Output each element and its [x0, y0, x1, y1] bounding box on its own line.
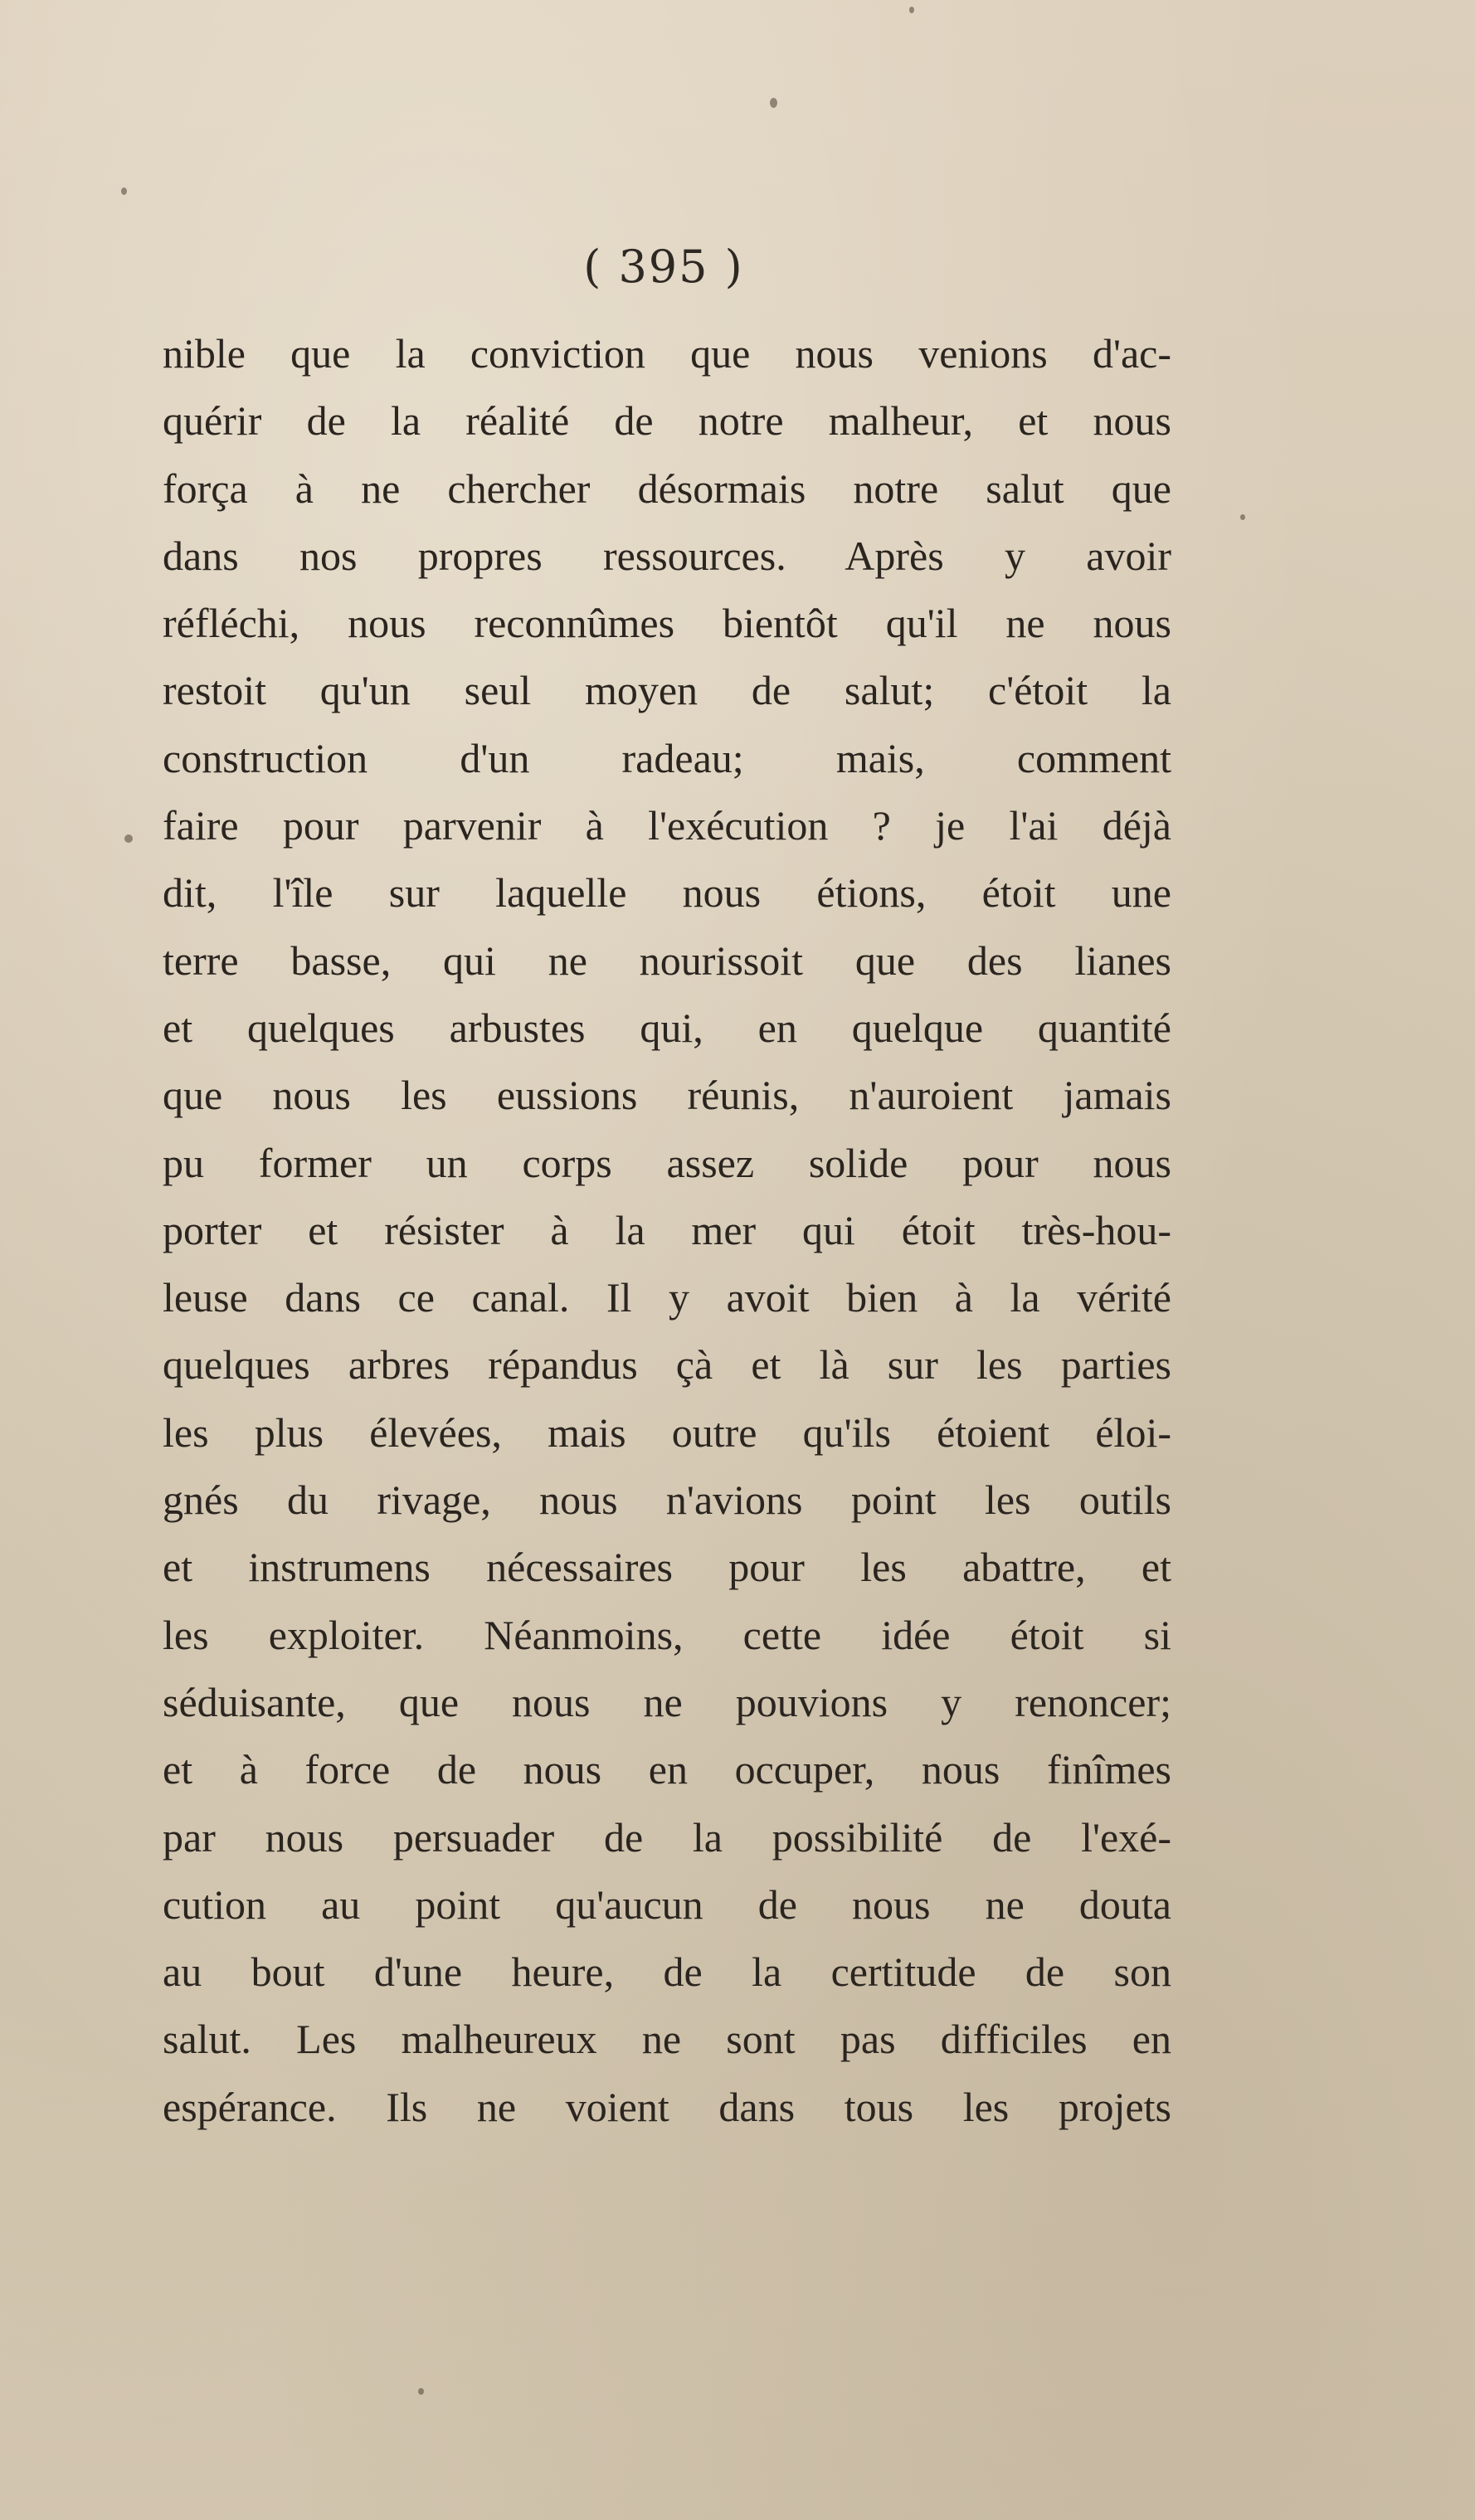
paper-speck: [121, 187, 127, 195]
paper-speck: [770, 98, 777, 108]
text-line: les exploiter. Néanmoins, cette idée étoit si: [163, 1611, 1171, 1658]
text-line: força à ne chercher désormais notre salut que: [163, 465, 1171, 512]
text-line: réfléchi, nous reconnûmes bientôt qu'il ne nous: [163, 600, 1171, 647]
text-line: terre basse, qui ne nourissoit que des lianes: [163, 936, 1171, 984]
text-line: que nous les eussions réunis, n'auroient jamais: [163, 1072, 1171, 1119]
text-line: dans nos propres ressources. Après y avoir: [163, 532, 1171, 579]
text-line: espérance. Ils ne voient dans tous les projets: [163, 2083, 1171, 2130]
paper-speck: [418, 2388, 424, 2395]
page-number: ( 395 ): [583, 241, 744, 293]
text-line: restoit qu'un seul moyen de salut; c'étoit la: [163, 667, 1171, 714]
text-line: dit, l'île sur laquelle nous étions, étoit une: [163, 869, 1171, 917]
text-line: les plus élevées, mais outre qu'ils étoient éloi-: [163, 1408, 1171, 1456]
paper-speck: [124, 834, 133, 843]
text-line: construction d'un radeau; mais, comment: [163, 734, 1171, 781]
text-line: et quelques arbustes qui, en quelque quantité: [163, 1004, 1171, 1051]
page-body-text: [163, 320, 1171, 2141]
text-line: nible que la conviction que nous venions d'ac-: [163, 330, 1171, 377]
text-line: porter et résister à la mer qui étoit très-hou-: [163, 1206, 1171, 1253]
text-line: pu former un corps assez solide pour nous: [163, 1139, 1171, 1186]
paper-speck: [909, 7, 914, 13]
text-line: au bout d'une heure, de la certitude de son: [163, 1948, 1171, 1996]
text-line: et à force de nous en occuper, nous finîmes: [163, 1746, 1171, 1793]
text-line: faire pour parvenir à l'exécution ? je l'ai déjà: [163, 802, 1171, 849]
text-line: et instrumens nécessaires pour les abattre, et: [163, 1544, 1171, 1591]
text-line: quelques arbres répandus çà et là sur les parties: [163, 1341, 1171, 1389]
paper-speck: [1240, 514, 1245, 520]
text-line: gnés du rivage, nous n'avions point les outils: [163, 1476, 1171, 1524]
text-line: cution au point qu'aucun de nous ne douta: [163, 1880, 1171, 1928]
text-line: séduisante, que nous ne pouvions y renoncer;: [163, 1678, 1171, 1725]
text-line: quérir de la réalité de notre malheur, et nous: [163, 397, 1171, 445]
text-line: leuse dans ce canal. Il y avoit bien à la vérité: [163, 1274, 1171, 1321]
text-line: par nous persuader de la possibilité de l'exé-: [163, 1813, 1171, 1861]
text-line: salut. Les malheureux ne sont pas difficiles en: [163, 2016, 1171, 2063]
